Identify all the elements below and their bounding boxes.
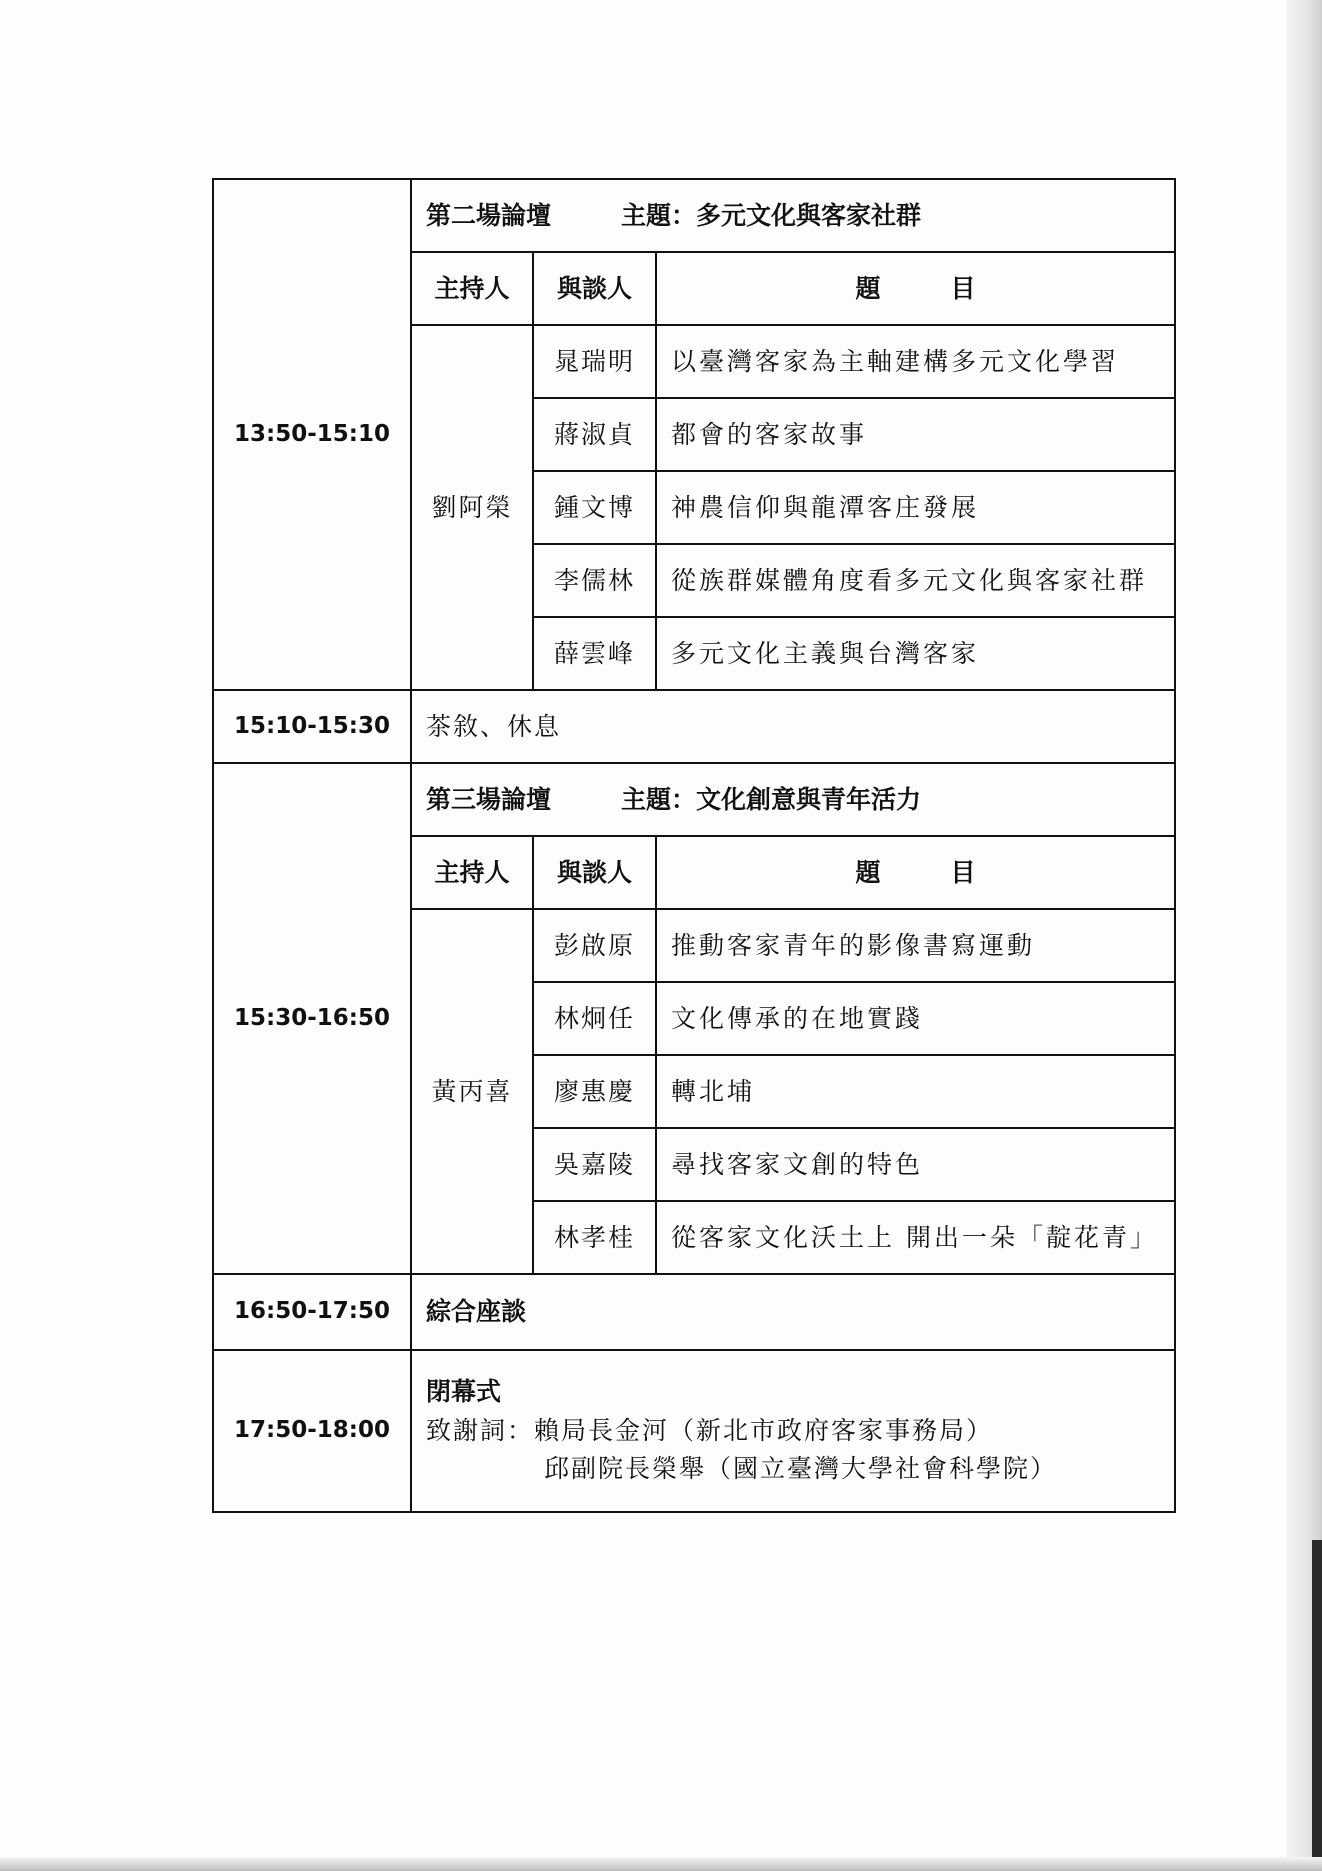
panel-row [213,1274,1175,1350]
session2-title-row [213,179,1175,252]
speaker-name: 鍾文博 [533,471,656,544]
talk-topic: 都會的客家故事 [656,398,1175,471]
session2-time: 13:50-15:10 [213,179,411,690]
speaker-name: 薛雲峰 [533,617,656,690]
session2-title [411,179,1175,252]
talk-topic: 文化傳承的在地實踐 [656,982,1175,1055]
talk-topic: 轉北埔 [656,1055,1175,1128]
session2-topic-header-a: 題 [855,273,881,303]
speaker-name: 晁瑞明 [533,325,656,398]
session3-speakers-header: 與談人 [533,836,656,909]
talk-topic: 多元文化主義與台灣客家 [656,617,1175,690]
session3-title [411,763,1175,836]
break-row [213,690,1175,763]
speaker-name: 彭啟原 [533,909,656,982]
talk-topic: 從族群媒體角度看多元文化與客家社群 [656,544,1175,617]
session2-host-header: 主持人 [411,252,533,325]
speaker-name: 李儒林 [533,544,656,617]
session3-time: 15:30-16:50 [213,763,411,1274]
session2-host: 劉阿榮 [411,325,533,690]
session3-host: 黃丙喜 [411,909,533,1274]
session3-title-row [213,763,1175,836]
talk-topic: 神農信仰與龍潭客庄發展 [656,471,1175,544]
panel-label: 綜合座談 [411,1274,1175,1350]
scan-edge-shadow [1312,1540,1322,1871]
session3-theme: 主題：文化創意與青年活力 [621,784,922,814]
session2-theme: 主題：多元文化與客家社群 [621,200,922,230]
session3-topic-header-a: 題 [855,857,881,887]
closing-details [411,1350,1175,1512]
closing-time: 17:50-18:00 [213,1350,411,1512]
speaker-name: 林孝桂 [533,1201,656,1274]
session2-title-label: 第二場論壇 [426,200,552,230]
session3-topic-header-b: 目 [950,857,976,887]
speaker-name: 廖惠慶 [533,1055,656,1128]
closing-speech-line1: 致謝詞：賴局長金河（新北市政府客家事務局） [426,1415,994,1445]
panel-time: 16:50-17:50 [213,1274,411,1350]
talk-topic: 尋找客家文創的特色 [656,1128,1175,1201]
session2-topic-header-b: 目 [950,273,976,303]
talk-topic: 從客家文化沃土上 開出一朵「靛花青」 [656,1201,1175,1274]
session2-topic-header [656,252,1175,325]
break-time: 15:10-15:30 [213,690,411,763]
session3-topic-header [656,836,1175,909]
closing-title: 閉幕式 [426,1376,502,1406]
speaker-name: 林炯任 [533,982,656,1055]
speaker-name: 吳嘉陵 [533,1128,656,1201]
closing-row [213,1350,1175,1512]
scan-bottom-edge [0,1857,1322,1871]
schedule-table [212,178,1176,1513]
closing-speech-line2: 邱副院長榮舉（國立臺灣大學社會科學院） [544,1454,1058,1484]
session3-title-label: 第三場論壇 [426,784,552,814]
talk-topic: 以臺灣客家為主軸建構多元文化學習 [656,325,1175,398]
speaker-name: 蔣淑貞 [533,398,656,471]
talk-topic: 推動客家青年的影像書寫運動 [656,909,1175,982]
session2-speakers-header: 與談人 [533,252,656,325]
session3-host-header: 主持人 [411,836,533,909]
break-label: 茶敘、休息 [411,690,1175,763]
